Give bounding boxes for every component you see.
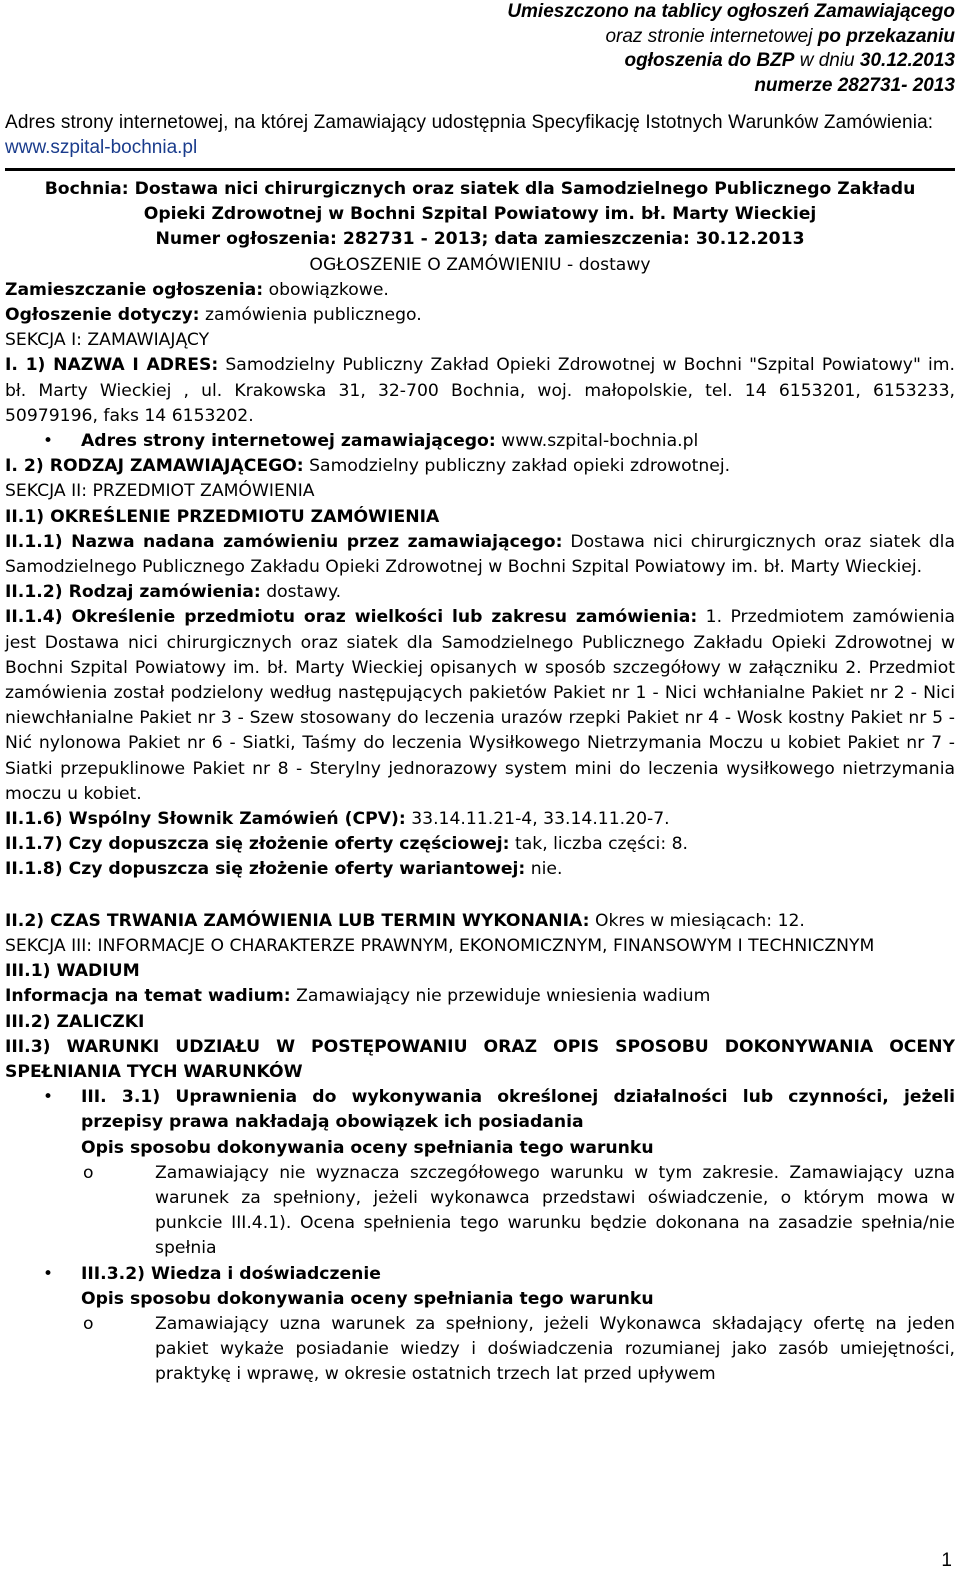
header-line-2-bold: po przekazaniu [817, 25, 955, 47]
spacer [5, 883, 955, 909]
condition-2-title: III.3.2) Wiedza i doświadczenie [81, 1263, 381, 1284]
wadium-heading: III.1) WADIUM [5, 961, 140, 982]
header-line-1: Umieszczono na tablicy ogłoszeń Zamawiającego [507, 1, 955, 22]
intro-label-1: Zamieszczanie ogłoszenia: [5, 279, 264, 300]
type-label: I. 2) RODZAJ ZAMAWIAJĄCEGO: [5, 456, 304, 477]
header-line-3-bold: ogłoszenia do BZP [624, 50, 795, 71]
divider [5, 168, 955, 171]
zaliczki-heading: III.2) ZALICZKI [5, 1011, 145, 1032]
www-item [5, 429, 955, 454]
condition-2-text: o Zamawiający uzna warunek za spełniony, jeżeli Wykonawca składający ofertę na jeden pakiet wykaże posiadanie wiedzy i doświadczenia rozumianej jako zasób umiejętności, praktykę i wprawę, w okresie ostatnich trzech lat przed upływem [5, 1312, 955, 1388]
document-page [5, 0, 955, 1388]
type-value: Samodzielny publiczny zakład opieki zdrowotnej. [303, 456, 731, 477]
duration-value: Okres w miesiącach: 12. [589, 910, 805, 931]
intro-value-1: obowiązkowe. [263, 279, 389, 300]
www-value[interactable]: www.szpital-bochnia.pl [495, 431, 699, 452]
wadium-label: Informacja na temat wadium: [5, 986, 291, 1007]
siwz-text: Adres strony internetowej, na której Zamawiający udostępnia Specyfikację Istotnych Warunków Zamówienia: [5, 112, 934, 133]
title-line-4: OGŁOSZENIE O ZAMÓWIENIU - dostawy [309, 254, 651, 275]
publication-header [5, 0, 955, 98]
n4-value: 1. Przedmiotem zamówienia jest Dostawa nici chirurgicznych oraz siatek dla Samodzielnego Publicznego Zakładu Opieki Zdrowotnej w Bochni Szpital Powiatowy im. bł. Marty Wieckiej opisanych w sposób szczegółowy w załączniku 2. Przedmiot zamówienia został podzielony według następujących pakietów Pakiet nr 1 - Nici wchłanialne Pakiet nr 2 - Nici niewchłanialne Pakiet nr 3 - Szew stosowany do leczenia urazów rzepki Pakiet nr 4 - Wosk kostny Pakiet nr 5 - Nić nylonowa Pakiet nr 6 - Siatki, Taśmy do leczenia Wysiłkowego Nietrzymania Moczu u kobiet Pakiet nr 7 - Siatki przepuklinowe Pakiet nr 8 - Sterylny jednorazowy system mini do leczenia wysiłkowego nietrzymania moczu u kobiet. [5, 607, 956, 804]
section-3-heading: SEKCJA III: INFORMACJE O CHARAKTERZE PRAWNYM, EKONOMICZNYM, FINANSOWYM I TECHNICZNYM [5, 935, 875, 956]
condition-2-opis: Opis sposobu dokonywania oceny spełniania tego warunku [81, 1288, 654, 1309]
n2-label: II.1.2) Rodzaj zamówienia: [5, 582, 261, 603]
header-date: 30.12.2013 [859, 50, 955, 71]
condition-item-1 [5, 1085, 955, 1135]
n6-label: II.1.6) Wspólny Słownik Zamówień (CPV): [5, 809, 406, 830]
header-line-3: w dniu [799, 50, 855, 71]
subject-heading: II.1) OKREŚLENIE PRZEDMIOTU ZAMÓWIENIA [5, 506, 440, 527]
title-line-1: Bochnia: Dostawa nici chirurgicznych oraz siatek dla Samodzielnego Publicznego Zakładu [44, 179, 916, 199]
condition-1-title: • III. 3.1) Uprawnienia do wykonywania określonej działalności lub czynności, jeżeli przepisy prawa nakładają obowiązek ich posiadania [81, 1087, 955, 1133]
section-1-heading: SEKCJA I: ZAMAWIAJĄCY [5, 330, 210, 351]
n8-value: nie. [525, 859, 563, 880]
header-line-4: numerze 282731- 2013 [754, 74, 955, 96]
wadium-value: Zamawiający nie przewiduje wniesienia wadium [290, 986, 711, 1007]
title-line-3: Numer ogłoszenia: 282731 - 2013; data zamieszczenia: 30.12.2013 [155, 229, 805, 250]
siwz-link[interactable]: www.szpital-bochnia.pl [5, 136, 198, 158]
n6-value: 33.14.11.21-4, 33.14.11.20-7. [405, 809, 670, 830]
name-value: Samodzielny Publiczny Zakład Opieki Zdrowotnej w Bochni "Szpital Powiatowy" im. bł. Marty Wieckiej , ul. Krakowska 31, 32-700 Bochnia, woj. małopolskie, tel. 14 6153201, 6153233, 50979196, faks 14 6153202. [5, 355, 955, 426]
intro-label-2: Ogłoszenie dotyczy: [5, 305, 200, 326]
notice-title [5, 177, 955, 278]
condition-item-2 [5, 1262, 955, 1287]
n2-value: dostawy. [260, 582, 342, 603]
name-label: I. 1) NAZWA I ADRES: [5, 355, 219, 376]
section-2-heading: SEKCJA II: PRZEDMIOT ZAMÓWIENIA [5, 481, 315, 502]
n1-label: II.1.1) Nazwa nadana zamówieniu przez zamawiającego: [5, 531, 563, 552]
title-line-2: Opieki Zdrowotnej w Bochni Szpital Powiatowy im. bł. Marty Wieckiej [143, 204, 817, 225]
duration-label: II.2) CZAS TRWANIA ZAMÓWIENIA LUB TERMIN WYKONANIA: [5, 910, 590, 931]
intro-value-2: zamówienia publicznego. [199, 305, 422, 326]
www-label: Adres strony internetowej zamawiającego: [81, 431, 496, 452]
n4-label: II.1.4) Określenie przedmiotu oraz wielkości lub zakresu zamówienia: [5, 607, 698, 628]
page-number: 1 [941, 1550, 952, 1571]
n8-label: II.1.8) Czy dopuszcza się złożenie oferty wariantowej: [5, 859, 526, 880]
n7-value: tak, liczba części: 8. [509, 834, 688, 855]
header-line-2: oraz stronie internetowej [605, 25, 813, 47]
n1-value: Dostawa nici chirurgicznych oraz siatek dla Samodzielnego Publicznego Zakładu Opieki Zdrowotnej w Bochni Szpital Powiatowy im. bł. Marty Wieckiej. [5, 531, 955, 578]
n7-label: II.1.7) Czy dopuszcza się złożenie oferty częściowej: [5, 834, 510, 855]
condition-1-text: o Zamawiający nie wyznacza szczegółowego warunku w tym zakresie. Zamawiający uzna warunek za spełniony, jeżeli wykonawca przedstawi oświadczenie, o którym mowa w punkcie III.4.1). Ocena spełnienia tego warunku będzie dokonana na zasadzie spełnia/nie spełnia [5, 1161, 955, 1262]
warunki-heading: III.3) WARUNKI UDZIAŁU W POSTĘPOWANIU ORAZ OPIS SPOSOBU DOKONYWANIA OCENY SPEŁNIANIA TYCH WARUNKÓW [5, 1036, 955, 1082]
condition-1-opis: Opis sposobu dokonywania oceny spełniania tego warunku [81, 1137, 654, 1158]
